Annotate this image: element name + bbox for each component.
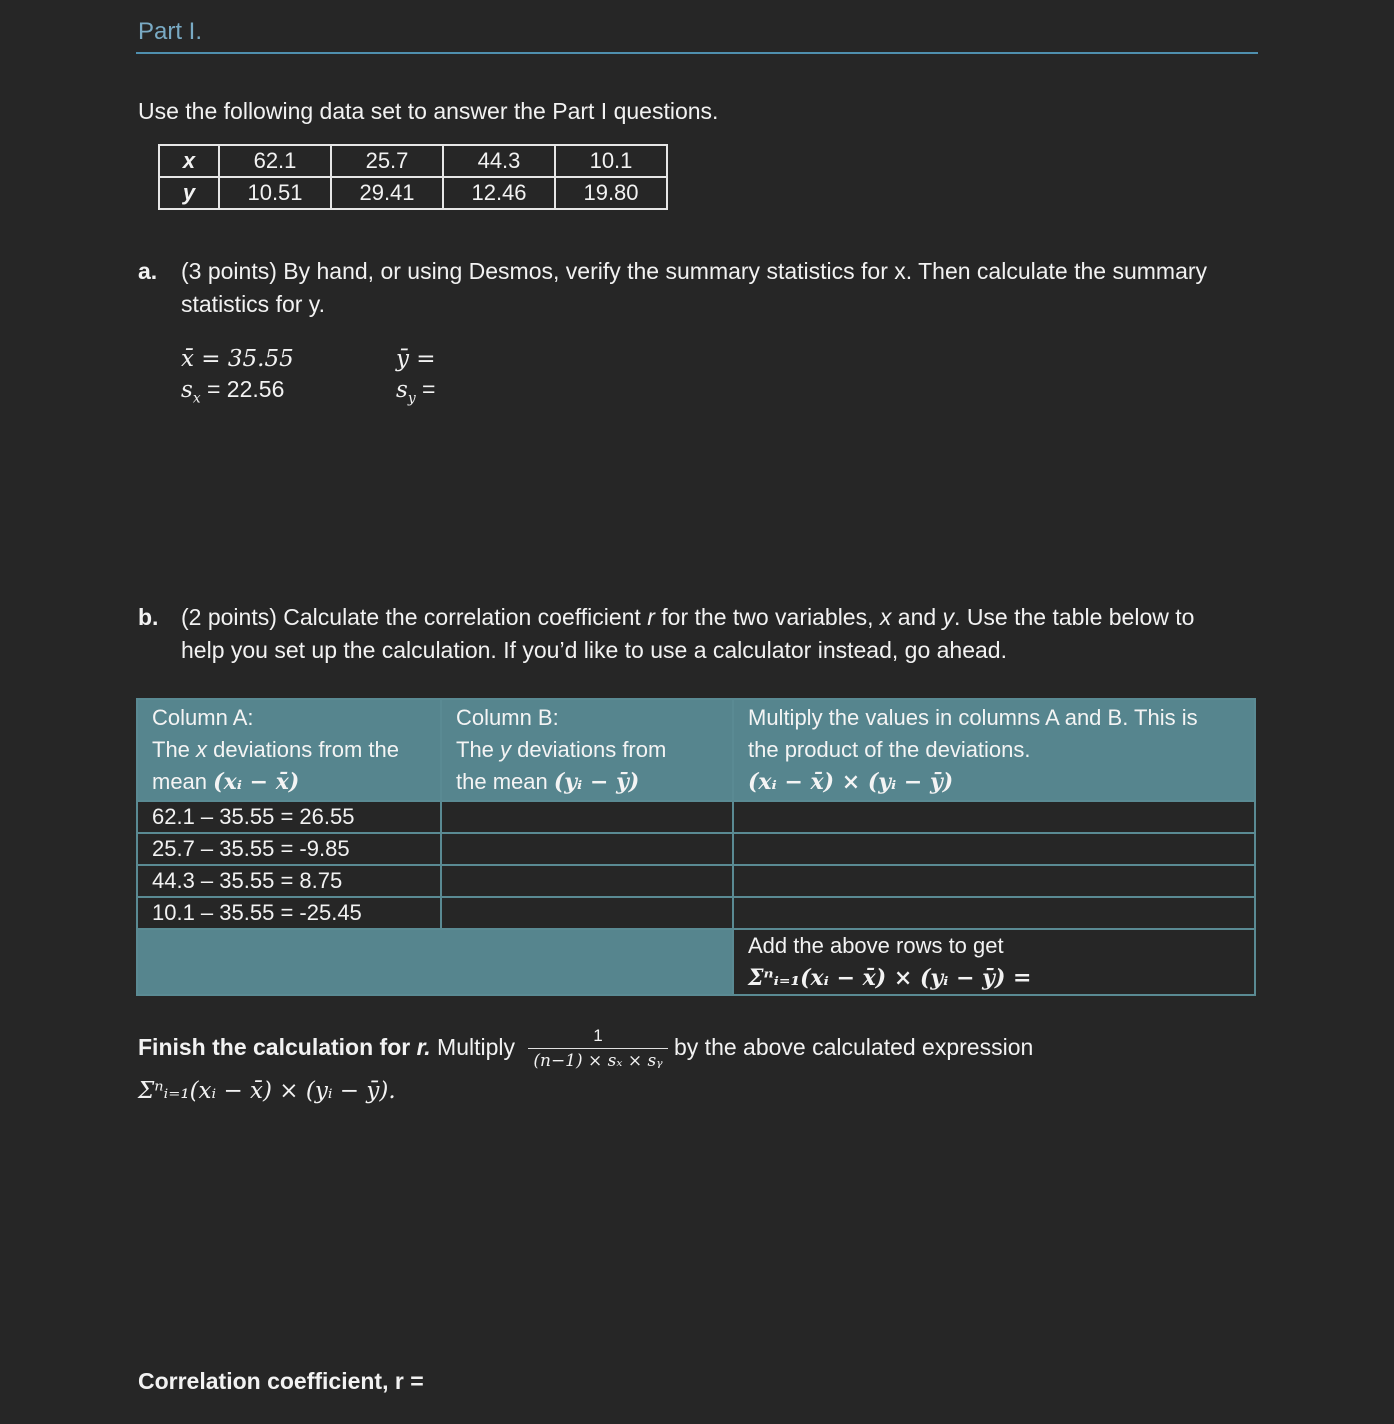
correlation-label: Correlation coefficient, r = — [138, 1368, 424, 1394]
table-row — [137, 897, 1255, 929]
finish-instruction — [138, 1034, 515, 1061]
x-label: x — [159, 145, 219, 177]
heading-rule — [136, 52, 1258, 54]
y-sd-symbol: $s_y$ — [396, 377, 416, 407]
fraction-numerator: 1 — [593, 1026, 603, 1045]
column-b-cell[interactable] — [441, 897, 733, 929]
column-b-header — [441, 699, 733, 801]
y-sd-value: = — [422, 376, 436, 402]
question-a-text — [181, 255, 1261, 321]
column-b-title: Column B: — [456, 705, 559, 730]
x-value: 62.1 — [219, 145, 331, 177]
column-a-title: Column A: — [152, 705, 254, 730]
column-b-desc-part: The — [456, 737, 501, 762]
y-sd-stat — [396, 376, 435, 407]
question-b-text-part: for the two variables, — [654, 604, 880, 630]
column-a-cell: 10.1 – 35.55 = -25.45 — [137, 897, 441, 929]
sum-label: Add the above rows to get — [748, 933, 1004, 958]
column-c-line1: Multiply the values in columns A and B. This is — [748, 705, 1198, 730]
finish-text-after: by the above calculated expression — [674, 1034, 1034, 1060]
column-a-desc-line3 — [152, 766, 440, 798]
column-b-desc-line3 — [456, 766, 732, 798]
data-table — [158, 144, 668, 210]
y-label: y — [159, 177, 219, 209]
x-sd-value: = 22.56 — [206, 376, 285, 402]
column-a-desc-part: deviations from the — [207, 737, 400, 762]
question-a-letter: a. — [138, 258, 158, 284]
column-c-header — [733, 699, 1255, 801]
x-value: 44.3 — [443, 145, 555, 177]
page-heading: Part I. — [138, 18, 203, 45]
sum-cell[interactable] — [733, 929, 1255, 995]
column-b-desc-part: deviations from — [511, 737, 667, 762]
column-b-desc — [456, 734, 732, 766]
column-b-cell[interactable] — [441, 833, 733, 865]
column-c-cell[interactable] — [733, 865, 1255, 897]
question-a-line1: (3 points) By hand, or using Desmos, verify the summary statistics for x. Then calculate the summary — [181, 258, 1208, 284]
x-row — [159, 145, 667, 177]
column-b-expression: (yᵢ − ȳ) — [553, 769, 640, 795]
column-c-cell[interactable] — [733, 801, 1255, 833]
question-b-line1 — [181, 601, 1271, 634]
y-mean: ȳ = — [396, 346, 436, 372]
column-c-cell[interactable] — [733, 833, 1255, 865]
fraction-bar — [528, 1048, 668, 1049]
column-a-header — [137, 699, 441, 801]
table-header-row — [137, 699, 1255, 801]
table-row — [137, 801, 1255, 833]
r-symbol: r — [647, 604, 655, 630]
y-mean-stat — [396, 345, 436, 372]
column-a-cell: 44.3 – 35.55 = 8.75 — [137, 865, 441, 897]
column-c-cell[interactable] — [733, 897, 1255, 929]
column-b-desc-part: the mean — [456, 769, 548, 794]
question-b-line2: help you set up the calculation. If you’d like to use a calculator instead, go ahead. — [181, 637, 1007, 663]
intro-text: Use the following data set to answer the Part I questions. — [138, 98, 719, 124]
finish-r-symbol: r. — [416, 1034, 431, 1060]
finish-sum-expression: Σⁿᵢ₌₁(xᵢ − x̄) × (yᵢ − ȳ). — [138, 1078, 396, 1104]
question-a-line2: statistics for y. — [181, 291, 325, 317]
deviation-table — [136, 698, 1256, 996]
x-mean: x̄ = 35.55 — [181, 346, 294, 372]
column-b-cell[interactable] — [441, 801, 733, 833]
column-b-cell[interactable] — [441, 865, 733, 897]
question-b-text-part: (2 points) Calculate the correlation coefficient — [181, 604, 648, 630]
column-a-expression: (xᵢ − x̄) — [213, 769, 300, 795]
sum-expression: Σⁿᵢ₌₁(xᵢ − x̄) × (yᵢ − ȳ) = — [748, 965, 1032, 991]
fraction-denominator: (n−1) × sₓ × sᵧ — [533, 1051, 663, 1071]
column-c-line2: the product of the deviations. — [748, 737, 1031, 762]
table-row — [137, 833, 1255, 865]
x-mean-stat — [181, 345, 294, 372]
y-value: 19.80 — [555, 177, 667, 209]
finish-bold-text: Finish the calculation for — [138, 1034, 417, 1060]
y-value: 10.51 — [219, 177, 331, 209]
column-a-cell: 25.7 – 35.55 = -9.85 — [137, 833, 441, 865]
y-value: 12.46 — [443, 177, 555, 209]
column-a-cell: 62.1 – 35.55 = 26.55 — [137, 801, 441, 833]
x-symbol: x — [879, 604, 892, 630]
x-value: 10.1 — [555, 145, 667, 177]
sum-row-filler — [137, 929, 733, 995]
column-b-var: y — [500, 737, 512, 762]
column-a-var: x — [196, 737, 208, 762]
column-a-desc-part: The — [152, 737, 197, 762]
y-row — [159, 177, 667, 209]
x-sd-symbol: $s_x$ — [181, 377, 201, 407]
column-c-expression: (xᵢ − x̄) × (yᵢ − ȳ) — [748, 769, 954, 795]
question-b-text-part: . Use the table below to — [954, 604, 1195, 630]
column-a-desc — [152, 734, 440, 766]
finish-text-mid: Multiply — [430, 1034, 516, 1060]
column-a-desc-part: mean — [152, 769, 208, 794]
y-value: 29.41 — [331, 177, 443, 209]
sum-row — [137, 929, 1255, 995]
question-b-text — [181, 601, 1271, 667]
y-symbol: y — [942, 604, 955, 630]
x-value: 25.7 — [331, 145, 443, 177]
question-b-letter: b. — [138, 604, 159, 630]
question-b-text-part: and — [891, 604, 943, 630]
x-sd-stat — [181, 376, 284, 407]
fraction — [528, 1026, 668, 1071]
table-row — [137, 865, 1255, 897]
